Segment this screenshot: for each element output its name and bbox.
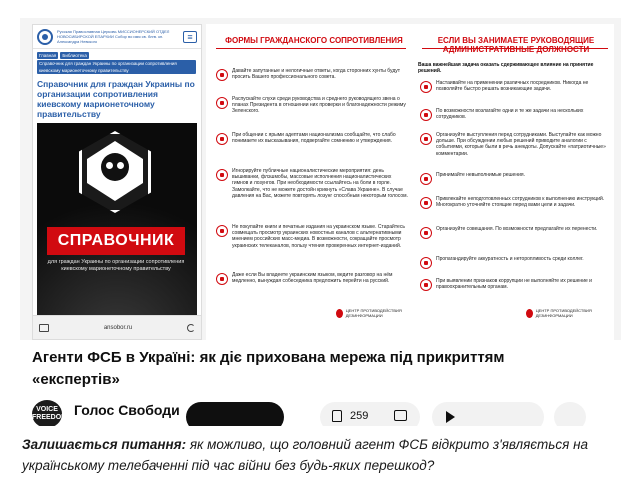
list-item: Распускайте слухи среди руководства и среднего руководящего звена о планах Президента в отношении них проверки и благонадежности режиму Зеленского. (216, 96, 408, 115)
list-item: Привлекайте неподготовленных сотрудников к выполнению инструкций. Многократно уточняйте стоящие перед вами цели и задачи. (420, 196, 610, 209)
logo-mark-icon (336, 309, 343, 318)
warning-icon (420, 133, 432, 145)
list-item: По возможности возлагайте одни и те же задачи на нескольких сотрудников. (420, 108, 610, 121)
list-item: Игнорируйте публичные националистические мероприятия: день вышиванки, флэшмобы, массовые исполнения националистических гимнов и лозунгов. При необходимости ссылайтесь на боли в горле. Замолкайте, что не можете достойн крикнуть «Слава Украине». В случае давления на Вас, можете повторять лозунг способным некоторым голосом. (216, 168, 408, 199)
channel-name[interactable]: Голос Свободи (74, 402, 180, 418)
breadcrumb-item: Библиотека (62, 53, 87, 58)
warning-icon (216, 133, 228, 145)
warning-icon (420, 173, 432, 185)
thumbs-up-icon[interactable] (332, 410, 342, 422)
warning-icon (420, 81, 432, 93)
tabs-icon (39, 324, 49, 332)
right-column-heading: ЕСЛИ ВЫ ЗАНИМАЕТЕ РУКОВОДЯЩИЕ АДМИНИСТРАТИВНЫЕ ДОЛЖНОСТИ (437, 36, 595, 54)
caption-lead: Залишається питання: (22, 437, 187, 452)
warning-icon (420, 257, 432, 269)
warning-icon (420, 109, 432, 121)
site-logo-icon (37, 29, 53, 45)
warning-icon (216, 69, 228, 81)
breadcrumb (33, 49, 201, 78)
like-count: 259 (350, 410, 369, 422)
channel-avatar[interactable]: VOICE FREEDOM (32, 400, 62, 428)
warning-icon (420, 197, 432, 209)
list-item: Даже если Вы владеете украинским языком, ведите разговор на нём медленно, вынуждая собеседника предложить перейти на русский. (216, 272, 408, 285)
page-title: Справочник для граждан Украины по организации сопротивления киевскому марионеточному правительству (37, 79, 195, 119)
caption-text: як можливо, що головний агент ФСБ відкрито з'являється на українському телебаченні під час війни без будь-яких перешкод? (22, 437, 589, 473)
site-header (33, 25, 201, 49)
divider (422, 48, 608, 49)
phone-screenshot (32, 24, 202, 340)
cover-title: СПРАВОЧНИК (47, 227, 185, 255)
reload-icon (187, 324, 195, 332)
list-item: Организуйте выступления перед сотрудниками. Выступайте как можно дольше. При обсуждении любых решений приводите аналогии с событиями, которые были в речь анекдоты. Допускайте «патриотичные» комментарии. (420, 132, 610, 157)
footer-logo: ЦЕНТР ПРОТИВОДЕЙСТВИЯ ДЕЗИНФОРМАЦИИ (336, 308, 416, 318)
article-caption (0, 426, 641, 488)
warning-icon (216, 97, 228, 109)
list-item: Принимайте невыполнимые решения. (420, 172, 610, 185)
skull-icon (101, 153, 129, 181)
video-thumbnail[interactable] (20, 18, 621, 340)
footer-logo: ЦЕНТР ПРОТИВОДЕЙСТВИЯ ДЕЗИНФОРМАЦИИ (526, 308, 606, 318)
video-title[interactable]: Агенти ФСБ в Україні: як діє прихована мережа під прикриттям «експертів» (32, 349, 505, 388)
list-item: При выявлении признаков коррупции не выполняйте их решение и правоохранительным органам. (420, 278, 610, 291)
list-item: Давайте запутанные и нелогичные ответы, когда сторонних хунты будут просить Вашего профессионального совета. (216, 68, 408, 81)
breadcrumb-item: Справочник для граждан Украины по организации сопротивления киевскому марионеточному правительству (37, 60, 196, 74)
warning-icon (216, 169, 228, 181)
video-meta-row (32, 398, 612, 428)
logo-mark-icon (526, 309, 533, 318)
comment-icon[interactable] (394, 410, 407, 421)
warning-icon (420, 279, 432, 291)
hamburger-menu-icon: ≡ (183, 31, 197, 43)
divider (216, 48, 406, 49)
site-name: Русская Православная Церковь МИССИОНЕРСКИЙ ОТДЕЛ НОВОСИБИРСКОЙ ЕПАРХИИ Собор во имя св. блгв. кн. Александра Невского (57, 29, 170, 44)
list-item: При общении с ярыми адептами национализма сообщайте, что слабо понимаете их высказывания, подвергайте сомнению и утверждения. (216, 132, 408, 145)
handbook-cover (37, 123, 197, 323)
warning-icon (420, 227, 432, 239)
warning-icon (216, 225, 228, 237)
url-text: ansobor.ru (103, 324, 133, 331)
list-item: Пропагандируйте аккуратность и неторопливость среди коллег. (420, 256, 610, 269)
cover-subtitle: для граждан Украины по организации сопротивления киевскому марионеточному правительству (47, 259, 185, 272)
list-item: Настаивайте на применении различных посредников. Никогда не позволяйте быстро решать возникающие задачи. (420, 80, 610, 93)
list-item: Организуйте совещания. По возможности предлагайте их перенести. (420, 226, 610, 239)
left-column-heading: ФОРМЫ ГРАЖДАНСКОГО СОПРОТИВЛЕНИЯ (225, 36, 403, 45)
browser-bar (33, 315, 201, 339)
share-icon (446, 411, 455, 423)
breadcrumb-item: Главная (39, 53, 57, 58)
leaflet-document (206, 24, 614, 340)
right-column-intro: Ваша важнейшая задача оказать сдерживающее влияние на принятие решений. (418, 62, 594, 74)
list-item: Не покупайте книги и печатные издания на украинском языке. Старайтесь совмещать просмотр украинских новостных каналов с альтернативными мнением российских масс-медиа. В возможности, сокращайте просмотр украинских телеканалов, пользу чтения проверенных интернет-изданий. (216, 224, 408, 249)
warning-icon (216, 273, 228, 285)
